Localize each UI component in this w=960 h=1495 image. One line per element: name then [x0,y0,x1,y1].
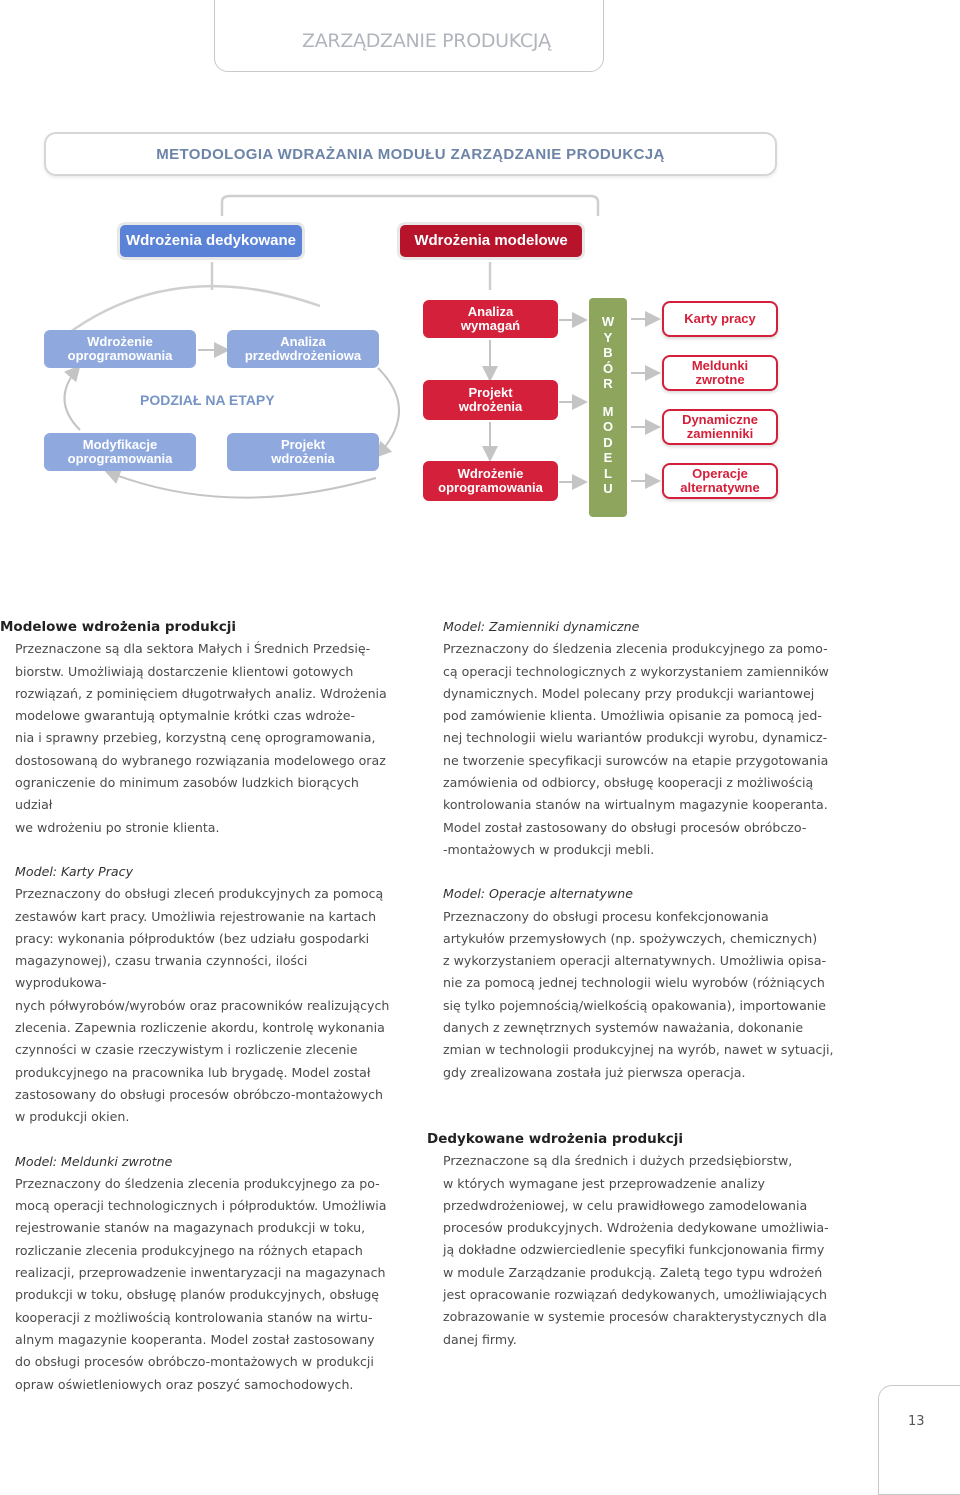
choice-letter: O [602,419,614,434]
text-line: z wykorzystaniem operacji alternatywnych. Umożliwia opisa- [443,953,827,969]
text-line: -montażowych w produkcji mebli. [443,841,655,857]
step-software-implementation: Wdrożenie oprogramowania [423,461,558,501]
step-implementation-project: Projekt wdrożenia [423,380,558,420]
text-line: Przeznaczony do obsługi procesu konfekcjonowania [443,908,769,924]
connector-title-bracket [222,196,598,216]
choice-letter: Ó [602,360,614,376]
model-dynamic-substitutes: Dynamiczne zamienniki [662,409,778,445]
text-line: nie za pomocą jednej technologii wielu wyrobów (różniących [443,975,825,991]
page-number: 13 [908,1414,925,1429]
text-line: opraw oświetleniowych oraz poszyć samochodowych. [15,1376,354,1392]
choice-letter: L [604,465,612,481]
step-requirements-analysis: Analiza wymagań [423,300,558,338]
text-line: biorstw. Umożliwiają dostarczenie klientowi gotowych [15,663,354,679]
text-line: realizacji, przeprowadzenie inwentaryzacji na magazynach [15,1265,386,1281]
text-line: kontrolowania stanów na wirtualnym magazynie kooperanta. [443,797,828,813]
text-line: danych z zewnętrznych systemów naważania, dokonanie [443,1020,804,1036]
text-line: jest opracowanie rozwiązań dedykowanych, umożliwiających [443,1287,827,1303]
cycle-arrow-right [378,368,399,455]
cycle-software-implementation: Wdrożenie oprogramowania [44,330,196,368]
choice-letter: M [602,403,614,419]
right-column [427,616,847,1351]
section-heading: Dedykowane wdrożenia produkcji [427,1130,683,1147]
text-line: Przeznaczony do śledzenia zlecenia produkcyjnego za pomo- [443,641,828,657]
text-line: Przeznaczone są dla średnich i dużych przedsiębiorstw, [443,1153,793,1169]
text-line: Przeznaczony do śledzenia zlecenia produkcyjnego za po- [15,1175,380,1191]
text-line: zobrazowanie w systemie procesów charakterystycznych dla [443,1309,827,1325]
cycle-pre-implementation-analysis: Analiza przedwdrożeniowa [227,330,379,368]
text-line: kooperacji z możliwością kontrolowania stanów na wirtu- [15,1309,373,1325]
cycle-implementation-project: Projekt wdrożenia [227,433,379,471]
dedicated-implementations-box: Wdrożenia dedykowane [117,222,305,260]
section-heading: Model: Zamienniki dynamiczne [443,619,640,634]
text-line: ne tworzenie specyfikacji surowców na etapie przygotowania [443,752,829,768]
text-line: zestawów kart pracy. Umożliwia rejestrowanie na kartach [15,908,377,924]
text-line: alnym magazynie kooperanta. Model został zastosowany [15,1331,375,1347]
text-line: Przeznaczone są dla sektora Małych i Średnich Przedsię- [15,641,371,657]
text-line: produkcyjnego na pracownika lub brygadę. Model został [15,1064,371,1080]
text-line: pod zamówienie klienta. Umożliwia opisanie za pomocą jed- [443,708,822,724]
text-line: procesów produkcyjnych. Wdrożenia dedykowane umożliwia- [443,1220,829,1236]
text-line: czynności w czasie rzeczywistym i rozliczenie zlecenie [15,1042,358,1058]
section-heading: Model: Meldunki zwrotne [15,1153,173,1169]
section-heading: Model: Operacje alternatywne [443,886,633,902]
model-alternative-operations: Operacje alternatywne [662,463,778,499]
text-line: nych półwyrobów/wyrobów oraz pracowników realizujących [15,997,390,1013]
text-line: Przeznaczony do obsługi zleceń produkcyjnych za pomocą [15,886,384,902]
text-line: zastosowany do obsługi procesów obróbczo-montażowych [15,1086,384,1102]
page-number-tab [878,1385,960,1495]
text-line: zlecenia. Zapewnia rozliczenie akordu, kontrolę wykonania [15,1020,385,1036]
text-line: nia i sprawny przebieg, korzystną cenę oprogramowania, [15,730,376,746]
model-work-cards: Karty pracy [662,301,778,337]
text-line: pracy: wykonania półproduktów (bez udziału gospodarki [15,930,370,946]
left-column [0,616,400,1396]
text-line: produkcji w toku, obsługę planów produkcyjnych, obsługę [15,1287,380,1303]
stages-label: PODZIAŁ NA ETAPY [140,392,275,408]
text-line: mocą operacji technologicznych i półproduktów. Umożliwia [15,1198,387,1214]
choice-letter: Y [603,329,613,345]
section-heading: Model: Karty Pracy [15,863,134,879]
cycle-arrow-left [64,368,80,430]
choice-letter: B [603,345,613,360]
text-line: gdy zrealizowana została już pierwsza operacja. [443,1064,746,1080]
text-line: rozliczanie zlecenia produkcyjnego na różnych etapach [15,1242,363,1258]
text-line: modelowe gwarantują optymalnie krótki czas wdroże- [15,708,356,724]
model-implementations-box: Wdrożenia modelowe [397,222,585,260]
text-line: się tylko pojemnością/wielkością opakowania), importowanie [443,997,827,1013]
section-heading: Modelowe wdrożenia produkcji [0,619,236,635]
text-line: rejestrowanie stanów na magazynach produkcji w toku, [15,1220,366,1236]
choice-letter: D [603,434,613,450]
text-line: we wdrożeniu po stronie klienta. [15,819,220,835]
text-line: w produkcji okien. [15,1109,130,1125]
choice-letter: E [603,450,613,465]
page-title: ZARZĄDZANIE PRODUKCJĄ [302,30,551,52]
choice-letter: R [603,376,613,391]
text-line: cą operacji technologicznych z wykorzystaniem zamienników [443,663,829,679]
text-line: artykułów przemysłowych (np. spożywczych, chemicznych) [443,930,818,946]
text-line: Model został zastosowany do obsługi procesów obróbczo- [443,819,807,835]
text-line: zmian w technologii produkcyjnej na wyrób, nawet w sytuacji, [443,1042,834,1058]
choice-letter: W [601,314,615,329]
text-line: ograniczenie do minimum zasobów ludzkich biorących udział [15,775,359,813]
choice-letter: U [603,481,613,496]
text-line: dostosowaną do wybranego rozwiązania modelowego oraz [15,752,386,768]
model-feedback-reports: Meldunki zwrotne [662,355,778,391]
cycle-software-modifications: Modyfikacje oprogramowania [44,433,196,471]
text-line: ją dokładne odzwierciedlenie specyfiki funkcjonowania firmy [443,1242,825,1258]
text-line: w których wymagane jest przeprowadzenie analizy [443,1175,765,1191]
text-line: danej firmy. [443,1331,517,1347]
text-line: rozwiązań, z pominięciem długotrwałych analiz. Wdrożenia [15,685,387,701]
text-line: magazynowej), czasu trwania czynności, ilości wyprodukowa- [15,953,308,991]
cycle-arrow-bottom [108,472,376,498]
text-line: zamówienia od odbiorcy, obsługę kooperacji z możliwością [443,775,814,791]
text-line: w module Zarządzanie produkcją. Zaletą tego typu wdrożeń [443,1264,823,1280]
text-line: nej technologii wielu wariantów produkcji wyrobu, dynamicz- [443,730,828,746]
diagram-title: METODOLOGIA WDRAŻANIA MODUŁU ZARZĄDZANIE PRODUKCJĄ [156,145,665,163]
text-line: przedwdrożeniowej, w celu prawidłowego zamodelowania [443,1197,808,1213]
text-line: do obsługi procesów obróbczo-montażowych w produkcji [15,1354,374,1370]
text-line: dynamicznych. Model polecany przy produkcji wariantowej [443,685,815,701]
model-choice-bar [589,298,627,517]
